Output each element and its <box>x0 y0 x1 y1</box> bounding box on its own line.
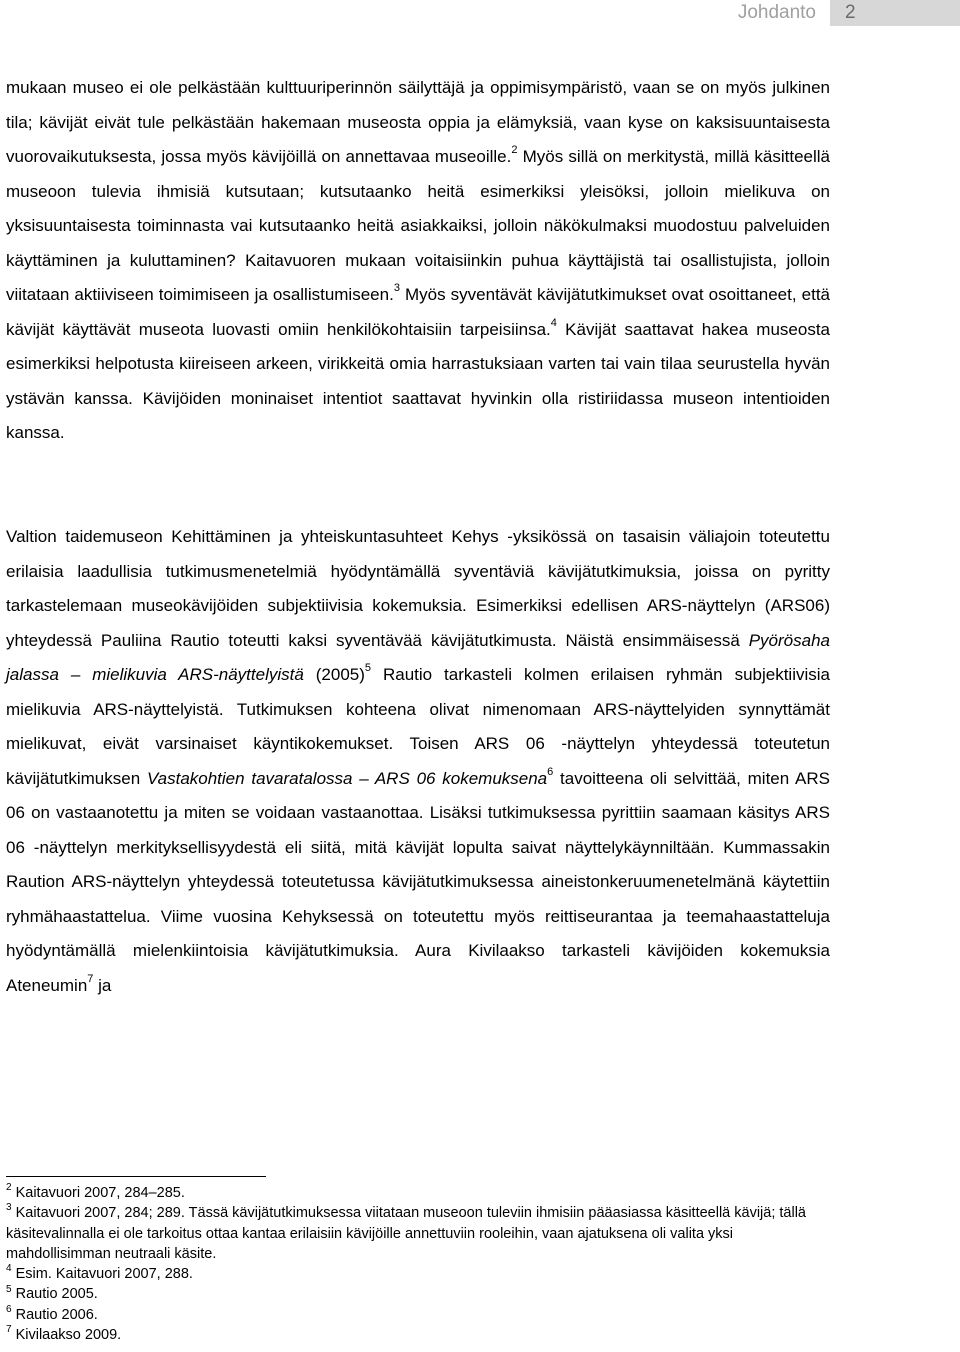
footnote-text: Kaitavuori 2007, 284; 289. Tässä kävijätutkimuksessa viitataan museoon tuleviin ihmisiin pääasiassa käsitteellä kävijä; tällä käsitevalinnalla ei ole tarkoitus ottaa kantaa erilaisiin kävijöille annettuviin rooleihin, vaan ajatuksena oli valita yksi mahdollisimman neutraali käsite. <box>6 1205 806 1262</box>
text-segment: Myös syventävät kävijätutkimukset ovat osoittaneet, että kävijät käyttävät museota luovasti omiin henkilökohtaisiin tarpeisiinsa. <box>6 285 831 339</box>
footnote-number: 7 <box>6 1324 12 1336</box>
body-paragraph-2 <box>6 520 830 1003</box>
text-segment: mukaan museo ei ole pelkästään kulttuuriperinnön säilyttäjä ja oppimisympäristö, vaan se on myös julkinen tila; kävijät eivät tule pelkästään hakemaan museosta oppia ja elämyksiä, vaan kyse on kaksisuuntaisesta vuorovaikutuksesta, jossa myös kävijöillä on annettavaa museoille. <box>6 78 830 166</box>
text-segment: Rautio tarkasteli kolmen erilaisen ryhmän subjektiivisia mielikuvia ARS-näyttelyistä. Tutkimuksen kohteena olivat nimenomaan ARS-näyttelyiden synnyttämät mielikuvat, eivät varsinaiset käyntikokemukset. Toisen ARS 06 -näyttelyn yhteydessä toteutetun kävijätutkimuksen <box>6 665 830 788</box>
footnote-ref-4[interactable]: 4 <box>550 316 557 329</box>
footnote-ref-6[interactable]: 6 <box>547 765 554 778</box>
section-title: Johdanto <box>737 2 816 23</box>
footnote-text: Esim. Kaitavuori 2007, 288. <box>11 1266 193 1283</box>
text-segment: tavoitteena oli selvittää, miten ARS 06 on vastaanotettu ja miten se voidaan vastaanottaa. Lisäksi tutkimuksessa pyrittiin saamaan käsitys ARS 06 -näyttelyn merkityksellisyydestä eli siitä, mitä kävijät lopulta saivat näyttelykäynniltään. Kummassakin Raution ARS-näyttelyn yhteydessä toteutetussa kävijätutkimuksessa aineistonkeruumenetelmänä käytettiin ryhmähaastattelua. Viime vuosina Kehyksessä on toteutettu myös reittiseurantaa ja teemahaastatteluja hyödyntämällä mielenkiintoisia kävijätutkimuksia. Aura Kivilaakso tarkasteli kävijöiden kokemuksia Ateneumin <box>6 768 830 995</box>
footnote <box>6 1305 836 1325</box>
footnote-text: Kivilaakso 2009. <box>11 1327 122 1344</box>
body-paragraph-1 <box>6 71 830 451</box>
footnote-text: Kaitavuori 2007, 284–285. <box>11 1185 185 1201</box>
footnote-ref-3[interactable]: 3 <box>393 282 400 295</box>
page-header <box>0 0 960 26</box>
footnote <box>6 1203 836 1264</box>
text-segment: Myös sillä on merkitystä, millä käsitteellä museoon tulevia ihmisiä kutsutaan; kutsutaanko heitä esimerkiksi yleisöksi, jolloin mielikuva on yksisuuntaisesta toiminnasta vai kutsutaanko heitä asiakkaiksi, jolloin näkökulmaksi muodostuu palveluiden käyttäminen ja kuluttaminen? Kaitavuoren mukaan voitaisiinkin puhua käyttäjistä tai osallistujista, jolloin viitataan aktiiviseen toimimiseen ja osallistumiseen. <box>6 147 830 304</box>
footnote-text: Rautio 2006. <box>11 1306 98 1323</box>
footnote-number: 6 <box>6 1303 12 1315</box>
footnote-ref-2[interactable]: 2 <box>511 144 518 157</box>
footnote-text: Rautio 2005. <box>11 1286 98 1303</box>
text-segment: Kävijät saattavat hakea museosta esimerkiksi helpotusta kiireiseen arkeen, virikkeitä omia harrastuksiaan varten tai vain tilaa seurustella hyvän ystävän kanssa. Kävijöiden moninaiset intentiot saattavat hyvinkin olla ristiriidassa museon intentioiden kanssa. <box>6 319 830 442</box>
footnote <box>6 1284 836 1304</box>
page-number: 2 <box>845 2 856 23</box>
footnote <box>6 1183 836 1203</box>
footnote-number: 5 <box>6 1283 12 1295</box>
text-segment: Valtion taidemuseon Kehittäminen ja yhteiskuntasuhteet Kehys -yksikössä on tasaisin väliajoin toteutettu erilaisia laadullisia tutkimusmenetelmiä hyödyntämällä syventäviä kävijätutkimuksia, joissa on pyritty tarkastelemaan museokävijöiden subjektiivisia kokemuksia. Esimerkiksi edellisen ARS-näyttelyn (ARS06) yhteydessä Pauliina Rautio toteutti kaksi syventävää kävijätutkimusta. Näistä ensimmäisessä <box>6 527 830 650</box>
footnote <box>6 1325 836 1345</box>
italic-title-1: Pyörösaha jalassa – mielikuvia ARS-näyttelyistä <box>6 630 830 684</box>
footnote-ref-5[interactable]: 5 <box>364 662 372 675</box>
footnote-divider <box>6 1176 266 1177</box>
footnotes <box>6 1183 836 1345</box>
italic-title-2: Vastakohtien tavaratalossa – ARS 06 kokemuksena <box>146 768 548 788</box>
footnote-number: 4 <box>6 1263 12 1275</box>
footnote <box>6 1264 836 1284</box>
footnote-ref-7[interactable]: 7 <box>87 972 94 985</box>
footnote-number: 2 <box>6 1182 12 1194</box>
text-segment: ja <box>93 975 112 995</box>
text-segment: (2005) <box>303 665 365 684</box>
footnote-number: 3 <box>6 1202 12 1214</box>
